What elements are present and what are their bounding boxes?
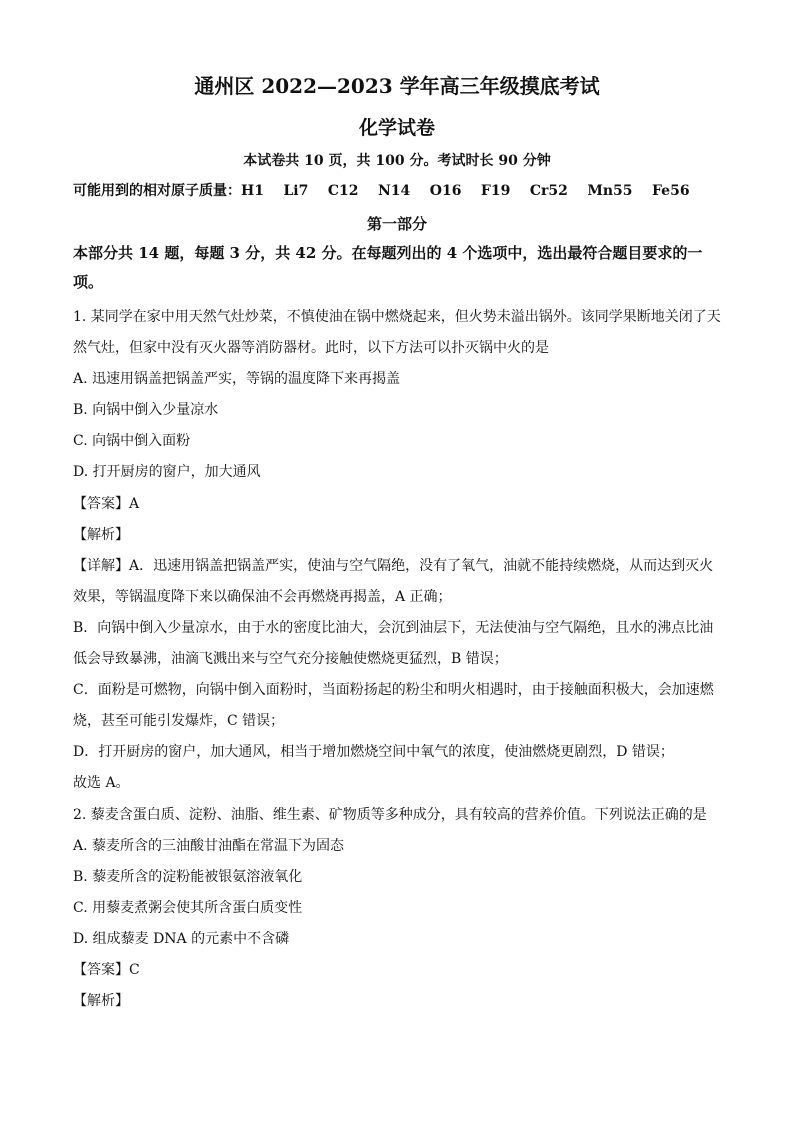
- q1-option-a: A. 迅速用锅盖把锅盖严实，等锅的温度降下来再揭盖: [73, 371, 401, 387]
- q1-stem-line-2: 然气灶，但家中没有灭火器等消防器材。此时，以下方法可以扑灭锅中火的是: [73, 340, 549, 356]
- q1-detail-line-8: 故选 A。: [73, 775, 130, 791]
- instructions-line-2: 项。: [73, 273, 104, 291]
- instructions-line-1: 本部分共 14 题，每题 3 分，共 42 分。在每题列出的 4 个选项中，选出最符合题目要求的一: [73, 244, 703, 262]
- exam-title: 通州区 2022—2023 学年高三年级摸底考试: [194, 74, 600, 98]
- q1-detail-line-7: D．打开厨房的窗户，加大通风，相当于增加燃烧空间中氧气的浓度，使油燃烧更剧烈，D 错误；: [73, 744, 674, 760]
- q1-answer: 【答案】A: [73, 496, 140, 512]
- q2-answer: 【答案】C: [73, 962, 140, 978]
- exam-info: 本试卷共 10 页，共 100 分。考试时长 90 分钟: [243, 153, 551, 169]
- q1-detail-line-3: B．向锅中倒入少量凉水，由于水的密度比油大，会沉到油层下，无法使油与空气隔绝，且水的沸点比油: [73, 620, 714, 636]
- atomic-masses: 可能用到的相对原子质量：H1 Li7 C12 N14 O16 F19 Cr52 Mn55 Fe56: [73, 183, 690, 199]
- q1-option-d: D. 打开厨房的窗户，加大通风: [73, 464, 261, 480]
- paper-subtitle: 化学试卷: [358, 117, 435, 139]
- q1-analysis-label: 【解析】: [73, 527, 129, 543]
- q2-stem-line-1: 2. 藜麦含蛋白质、淀粉、油脂、维生素、矿物质等多种成分，具有较高的营养价值。下列说法正确的是: [73, 807, 707, 823]
- q1-detail-line-5: C．面粉是可燃物，向锅中倒入面粉时，当面粉扬起的粉尘和明火相遇时，由于接触面积极大，会加速燃: [73, 682, 714, 698]
- q2-option-b: B. 藜麦所含的淀粉能被银氨溶液氧化: [73, 869, 303, 885]
- q1-detail-line-6: 烧，甚至可能引发爆炸，C 错误；: [73, 713, 285, 729]
- q1-option-c: C. 向锅中倒入面粉: [73, 433, 191, 449]
- q2-analysis-label: 【解析】: [73, 993, 129, 1009]
- part-heading: 第一部分: [366, 215, 427, 233]
- q1-detail-line-1: 【详解】A．迅速用锅盖把锅盖严实，使油与空气隔绝，没有了氧气，油就不能持续燃烧，从而达到灭火: [73, 558, 714, 574]
- q1-option-b: B. 向锅中倒入少量凉水: [73, 402, 219, 418]
- q1-detail-line-2: 效果，等锅温度降下来以确保油不会再燃烧再揭盖，A 正确；: [73, 589, 452, 605]
- q1-stem-line-1: 1. 某同学在家中用天然气灶炒菜，不慎使油在锅中燃烧起来，但火势未溢出锅外。该同学果断地关闭了天: [73, 309, 721, 325]
- q1-detail-line-4: 低会导致暴沸，油滴飞溅出来与空气充分接触使燃烧更猛烈，B 错误；: [73, 651, 508, 667]
- q2-option-d: D. 组成藜麦 DNA 的元素中不含磷: [73, 931, 290, 947]
- q2-option-c: C. 用藜麦煮粥会使其所含蛋白质变性: [73, 900, 303, 916]
- q2-option-a: A. 藜麦所含的三油酸甘油酯在常温下为固态: [73, 838, 345, 854]
